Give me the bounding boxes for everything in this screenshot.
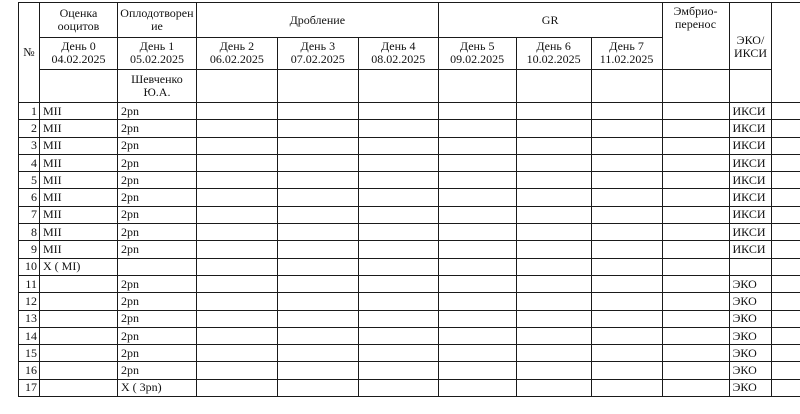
oocyte-grade: X ( MI): [39, 258, 117, 275]
table-row: [19, 310, 800, 327]
empty-cell: [772, 172, 800, 189]
fertilization-result: 2pn: [117, 275, 196, 292]
table-row: [19, 172, 800, 189]
method-value: ЭКО: [729, 327, 772, 344]
oocyte-grade: [39, 362, 117, 379]
empty-cell: [516, 275, 591, 292]
empty-cell: [772, 137, 800, 154]
method-value: ЭКО: [729, 345, 772, 362]
table-row: [19, 379, 800, 396]
oocyte-grade: MII: [39, 154, 117, 171]
empty-cell: [196, 120, 277, 137]
empty-cell: [277, 241, 358, 258]
empty-cell: [591, 362, 662, 379]
empty-cell: [438, 172, 516, 189]
empty-cell: [591, 241, 662, 258]
day-header: [516, 38, 591, 70]
day-header: [196, 38, 277, 70]
day-date: 10.02.2025: [526, 52, 581, 66]
empty-cell: [516, 327, 591, 344]
fertilization-result: 2pn: [117, 362, 196, 379]
method-value: ИКСИ: [729, 103, 772, 120]
oocyte-grade: [39, 345, 117, 362]
empty-cell: [438, 275, 516, 292]
empty-cell: [277, 154, 358, 171]
day-header: [117, 38, 196, 70]
method-value: ИКСИ: [729, 154, 772, 171]
empty-cell: [662, 189, 729, 206]
oocyte-grade: [39, 275, 117, 292]
empty-cell: [662, 137, 729, 154]
empty-cell: [196, 345, 277, 362]
empty-cell: [662, 310, 729, 327]
table-row: [19, 189, 800, 206]
row-number: 4: [19, 154, 40, 171]
table-row: [19, 224, 800, 241]
empty-cell: [662, 103, 729, 120]
empty-cell: [729, 70, 772, 103]
oocyte-grade: MII: [39, 206, 117, 223]
fertilization-result: 2pn: [117, 137, 196, 154]
method-value: [729, 258, 772, 275]
fertilization-result: 2pn: [117, 241, 196, 258]
oocyte-grade: MII: [39, 103, 117, 120]
row-number: 17: [19, 379, 40, 396]
empty-cell: [196, 103, 277, 120]
empty-cell: [196, 327, 277, 344]
empty-cell: [662, 172, 729, 189]
empty-cell: [516, 206, 591, 223]
empty-cell: [438, 241, 516, 258]
oocyte-grade: [39, 310, 117, 327]
table-row: [19, 206, 800, 223]
empty-cell: [358, 241, 438, 258]
empty-cell: [196, 70, 277, 103]
empty-cell: [196, 224, 277, 241]
fertilization-result: 2pn: [117, 345, 196, 362]
empty-cell: [516, 154, 591, 171]
empty-cell: [591, 137, 662, 154]
empty-cell: [358, 258, 438, 275]
row-number: 7: [19, 206, 40, 223]
empty-cell: [772, 224, 800, 241]
empty-cell: [591, 172, 662, 189]
day-label: День 7: [609, 39, 644, 53]
empty-cell: [516, 224, 591, 241]
empty-cell: [772, 258, 800, 275]
day-label: День 0: [61, 39, 96, 53]
oocyte-grade: [39, 293, 117, 310]
empty-cell: [196, 206, 277, 223]
day-label: День 1: [139, 39, 175, 53]
method-value: ИКСИ: [729, 189, 772, 206]
day-label: День 3: [300, 39, 336, 53]
day-date: 11.02.2025: [599, 52, 654, 66]
empty-cell: [662, 224, 729, 241]
empty-cell: [438, 345, 516, 362]
row-number: 10: [19, 258, 40, 275]
table-row: [19, 327, 800, 344]
empty-cell: [196, 154, 277, 171]
empty-cell: [438, 224, 516, 241]
empty-cell: [438, 310, 516, 327]
empty-cell: [516, 189, 591, 206]
method-value: ИКСИ: [729, 120, 772, 137]
empty-cell: [591, 258, 662, 275]
empty-cell: [516, 137, 591, 154]
method-value: ЭКО: [729, 293, 772, 310]
table-row: [19, 137, 800, 154]
empty-cell: [277, 206, 358, 223]
oocyte-grade: [39, 327, 117, 344]
empty-cell: [438, 206, 516, 223]
empty-cell: [358, 293, 438, 310]
day-header: [438, 38, 516, 70]
table-row: [19, 345, 800, 362]
empty-cell: [438, 120, 516, 137]
empty-cell: [591, 206, 662, 223]
empty-cell: [358, 70, 438, 103]
empty-cell: [277, 275, 358, 292]
table-row: [19, 362, 800, 379]
empty-cell: [772, 154, 800, 171]
embryologist-name: Шевченко Ю.А.: [117, 70, 196, 103]
col-header-embryo-transfer: Эмбрио-перенос: [662, 3, 729, 70]
empty-cell: [516, 172, 591, 189]
empty-cell: [196, 379, 277, 396]
row-number: 8: [19, 224, 40, 241]
day-header: [591, 38, 662, 70]
empty-cell: [358, 103, 438, 120]
empty-cell: [196, 293, 277, 310]
oocyte-grade: MII: [39, 120, 117, 137]
col-header-method: ЭКО/ ИКСИ: [729, 3, 772, 70]
empty-cell: [662, 258, 729, 275]
empty-cell: [358, 362, 438, 379]
empty-cell: [277, 224, 358, 241]
empty-cell: [516, 379, 591, 396]
method-value: ЭКО: [729, 275, 772, 292]
empty-cell: [772, 327, 800, 344]
fertilization-result: 2pn: [117, 120, 196, 137]
empty-cell: [662, 345, 729, 362]
empty-cell: [772, 362, 800, 379]
empty-cell: [196, 241, 277, 258]
empty-cell: [358, 154, 438, 171]
empty-cell: [772, 189, 800, 206]
fertilization-result: X ( 3pn): [117, 379, 196, 396]
empty-cell: [358, 275, 438, 292]
row-number: 1: [19, 103, 40, 120]
empty-cell: [516, 362, 591, 379]
empty-cell: [277, 103, 358, 120]
empty-cell: [358, 120, 438, 137]
col-header-number: №: [19, 3, 40, 103]
empty-cell: [662, 206, 729, 223]
empty-cell: [516, 120, 591, 137]
empty-cell: [772, 310, 800, 327]
row-number: 15: [19, 345, 40, 362]
fertilization-result: 2pn: [117, 172, 196, 189]
empty-cell: [196, 189, 277, 206]
empty-cell: [438, 154, 516, 171]
oocyte-grade: MII: [39, 224, 117, 241]
empty-cell: [772, 3, 800, 103]
fertilization-result: 2pn: [117, 293, 196, 310]
row-number: 16: [19, 362, 40, 379]
empty-cell: [438, 293, 516, 310]
empty-cell: [516, 258, 591, 275]
empty-cell: [662, 275, 729, 292]
table-row: [19, 120, 800, 137]
table-row: [19, 258, 800, 275]
empty-cell: [591, 293, 662, 310]
empty-cell: [591, 103, 662, 120]
day-label: День 2: [219, 39, 255, 53]
empty-cell: [196, 137, 277, 154]
empty-cell: [772, 206, 800, 223]
empty-cell: [772, 120, 800, 137]
empty-cell: [358, 137, 438, 154]
day-date: 06.02.2025: [209, 52, 264, 66]
fertilization-result: 2pn: [117, 206, 196, 223]
empty-cell: [277, 345, 358, 362]
empty-cell: [516, 293, 591, 310]
row-number: 14: [19, 327, 40, 344]
day-label: День 6: [536, 39, 571, 53]
empty-cell: [438, 189, 516, 206]
empty-cell: [196, 275, 277, 292]
method-value: ЭКО: [729, 379, 772, 396]
empty-cell: [591, 327, 662, 344]
embryology-table: [18, 2, 800, 397]
fertilization-result: 2pn: [117, 103, 196, 120]
empty-cell: [516, 345, 591, 362]
col-header-cleavage: Дробление: [196, 3, 438, 38]
method-value: ЭКО: [729, 362, 772, 379]
oocyte-grade: MII: [39, 172, 117, 189]
day-date: 05.02.2025: [129, 52, 184, 66]
empty-cell: [358, 379, 438, 396]
empty-cell: [591, 345, 662, 362]
empty-cell: [772, 103, 800, 120]
fertilization-result: 2pn: [117, 154, 196, 171]
empty-cell: [772, 275, 800, 292]
day-label: День 4: [380, 39, 416, 53]
empty-cell: [662, 362, 729, 379]
empty-cell: [662, 327, 729, 344]
table-row: [19, 293, 800, 310]
empty-cell: [277, 258, 358, 275]
empty-cell: [277, 293, 358, 310]
empty-cell: [39, 70, 117, 103]
empty-cell: [591, 275, 662, 292]
empty-cell: [358, 345, 438, 362]
method-value: ИКСИ: [729, 224, 772, 241]
empty-cell: [438, 70, 516, 103]
fertilization-result: 2pn: [117, 327, 196, 344]
col-header-fertilization: Оплодотворение: [117, 3, 196, 38]
col-header-gr: GR: [438, 3, 662, 38]
empty-cell: [438, 103, 516, 120]
table-row: [19, 154, 800, 171]
row-number: 9: [19, 241, 40, 258]
empty-cell: [358, 189, 438, 206]
empty-cell: [277, 379, 358, 396]
oocyte-grade: MII: [39, 189, 117, 206]
empty-cell: [516, 310, 591, 327]
empty-cell: [358, 224, 438, 241]
day-date: 09.02.2025: [450, 52, 505, 66]
day-header: [39, 38, 117, 70]
empty-cell: [358, 327, 438, 344]
row-number: 13: [19, 310, 40, 327]
table-row: [19, 275, 800, 292]
day-header: [358, 38, 438, 70]
empty-cell: [277, 172, 358, 189]
empty-cell: [277, 310, 358, 327]
day-label: День 5: [459, 39, 495, 53]
empty-cell: [277, 189, 358, 206]
method-value: ИКСИ: [729, 172, 772, 189]
empty-cell: [277, 362, 358, 379]
oocyte-grade: MII: [39, 241, 117, 258]
empty-cell: [438, 258, 516, 275]
empty-cell: [358, 310, 438, 327]
empty-cell: [591, 224, 662, 241]
empty-cell: [772, 293, 800, 310]
empty-cell: [277, 70, 358, 103]
empty-cell: [662, 154, 729, 171]
method-value: ЭКО: [729, 310, 772, 327]
empty-cell: [591, 379, 662, 396]
empty-cell: [662, 293, 729, 310]
row-number: 6: [19, 189, 40, 206]
table-row: [19, 241, 800, 258]
row-number: 11: [19, 275, 40, 292]
empty-cell: [772, 345, 800, 362]
empty-cell: [591, 189, 662, 206]
empty-cell: [358, 172, 438, 189]
empty-cell: [438, 379, 516, 396]
empty-cell: [662, 120, 729, 137]
empty-cell: [516, 70, 591, 103]
method-value: ИКСИ: [729, 137, 772, 154]
empty-cell: [772, 241, 800, 258]
empty-cell: [277, 137, 358, 154]
empty-cell: [438, 327, 516, 344]
day-header: [277, 38, 358, 70]
empty-cell: [358, 206, 438, 223]
method-value: ИКСИ: [729, 206, 772, 223]
row-number: 5: [19, 172, 40, 189]
empty-cell: [196, 172, 277, 189]
fertilization-result: 2pn: [117, 310, 196, 327]
day-date: 08.02.2025: [371, 52, 426, 66]
empty-cell: [196, 362, 277, 379]
empty-cell: [196, 310, 277, 327]
empty-cell: [662, 241, 729, 258]
empty-cell: [438, 137, 516, 154]
row-number: 2: [19, 120, 40, 137]
row-number: 12: [19, 293, 40, 310]
empty-cell: [662, 379, 729, 396]
row-number: 3: [19, 137, 40, 154]
table-row: [19, 103, 800, 120]
empty-cell: [516, 103, 591, 120]
empty-cell: [196, 258, 277, 275]
empty-cell: [591, 310, 662, 327]
fertilization-result: [117, 258, 196, 275]
oocyte-grade: [39, 379, 117, 396]
empty-cell: [662, 70, 729, 103]
fertilization-result: 2pn: [117, 189, 196, 206]
empty-cell: [277, 120, 358, 137]
fertilization-result: 2pn: [117, 224, 196, 241]
day-date: 07.02.2025: [290, 52, 345, 66]
empty-cell: [772, 379, 800, 396]
method-value: ИКСИ: [729, 241, 772, 258]
empty-cell: [516, 241, 591, 258]
empty-cell: [591, 120, 662, 137]
day-date: 04.02.2025: [51, 52, 106, 66]
oocyte-grade: MII: [39, 137, 117, 154]
empty-cell: [591, 154, 662, 171]
empty-cell: [591, 70, 662, 103]
empty-cell: [277, 327, 358, 344]
empty-cell: [438, 362, 516, 379]
col-header-oocyte: Оценка ооцитов: [39, 3, 117, 38]
